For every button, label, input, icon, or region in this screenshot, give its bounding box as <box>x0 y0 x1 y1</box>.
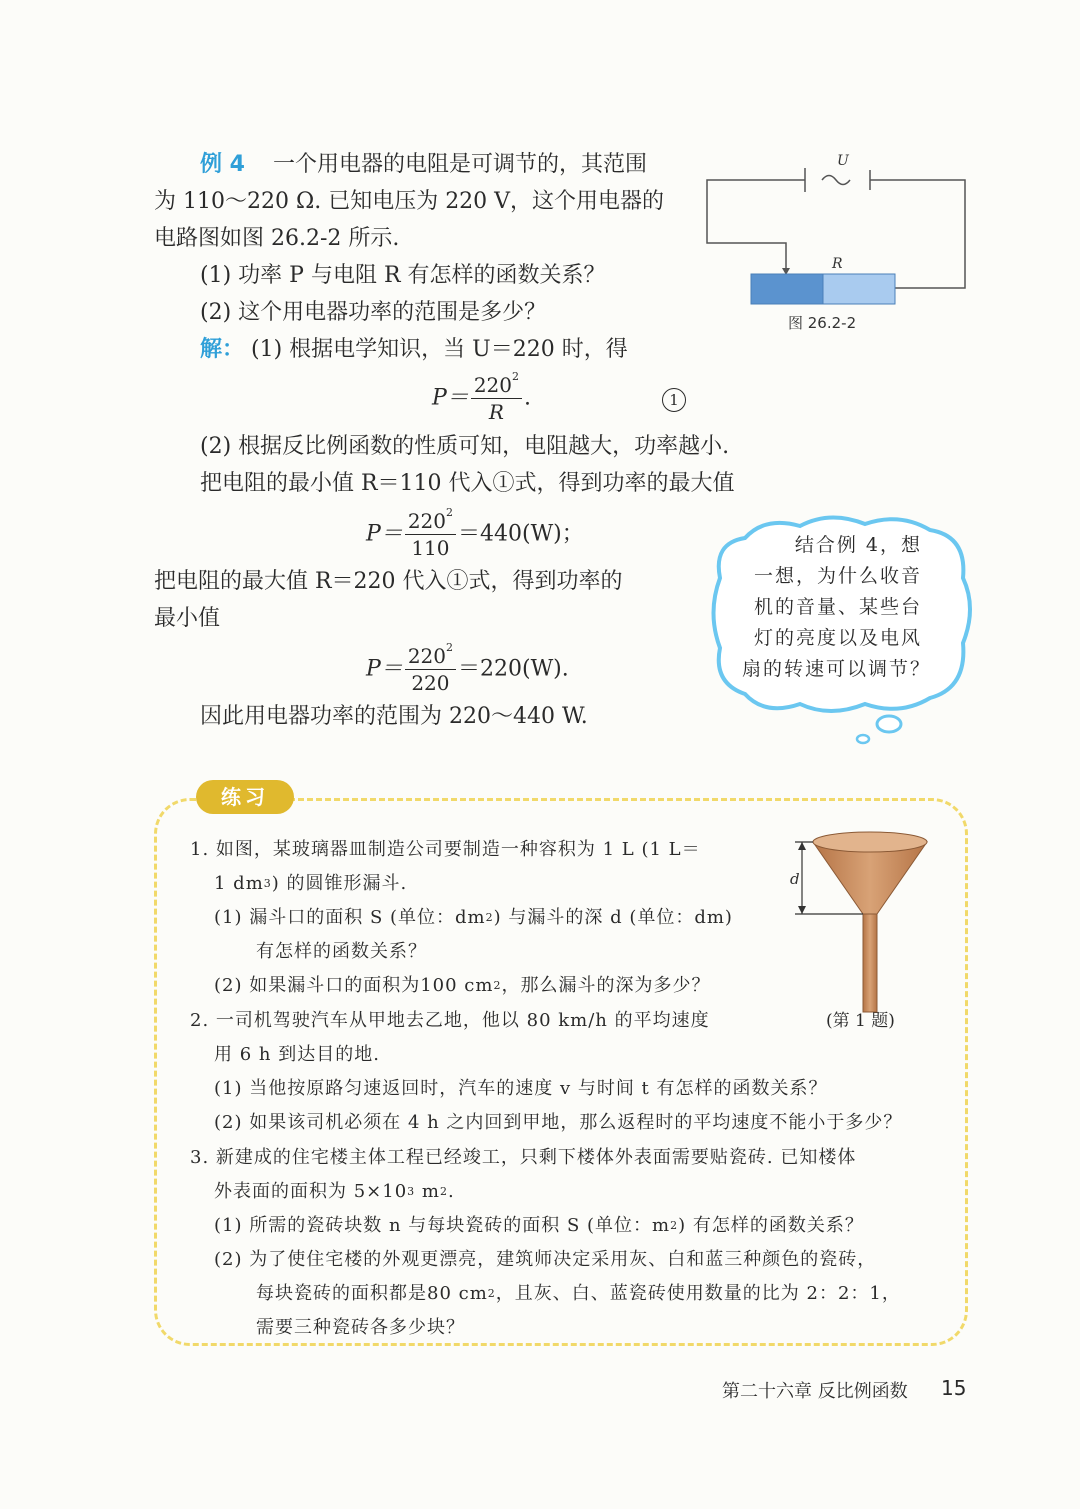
equation-3-fraction <box>405 643 456 696</box>
problem-3-line-2-b: m <box>415 1181 440 1202</box>
funnel-illustration <box>785 822 955 1037</box>
problem-3-line-2-a: 外表面的面积为 5×10 <box>214 1181 408 1202</box>
equation-3-rhs: ＝220(W). <box>458 656 569 682</box>
problem-1-line-1: 1. 如图，某玻璃器皿制造公司要制造一种容积为 1 L (1 L＝ <box>190 839 701 860</box>
example-first-line <box>200 146 647 183</box>
equation-2-fraction <box>405 508 456 561</box>
ac-symbol <box>822 176 850 185</box>
problem-3-question-2-line-2-exp: 2 <box>487 1287 496 1300</box>
problem-1-line-2-a: 1 dm <box>214 873 264 894</box>
solution-line-1 <box>200 331 628 368</box>
problem-1-question-2 <box>214 969 710 1002</box>
problem-3-question-2-line-3: 需要三种瓷砖各多少块？ <box>256 1317 465 1338</box>
problem-1-question-2-b: ，那么漏斗的深为多少？ <box>501 975 711 996</box>
cloud-bubble-large <box>877 716 901 732</box>
equation-1-marker-number: 1 <box>662 388 686 412</box>
example-line-3: 电路图如图 26.2-2 所示. <box>154 226 400 251</box>
chapter-title: 第二十六章 反比例函数 <box>722 1381 908 1402</box>
problem-1-question-1-b: ) 与漏斗的深 d (单位：dm) <box>493 907 733 928</box>
circuit-diagram <box>700 148 975 338</box>
depth-arrow-up-icon <box>798 842 806 850</box>
equation-2-denominator: 110 <box>411 536 450 560</box>
problem-3-question-2-line-2 <box>256 1277 901 1310</box>
equation-2-lhs: P＝ <box>366 521 403 547</box>
cloud-bubble-small <box>857 735 869 743</box>
problem-1-line-2 <box>214 867 407 900</box>
equation-3-exponent: 2 <box>446 641 453 654</box>
problem-3-line-2-exp: 3 <box>407 1185 416 1198</box>
equation-3-numerator: 220 <box>407 644 446 668</box>
example-label: 例 4 <box>200 152 245 177</box>
equation-2-numerator: 220 <box>407 509 446 533</box>
equation-3 <box>366 643 569 696</box>
problem-2-line-1: 2. 一司机驾驶汽车从甲地去乙地，他以 80 km/h 的平均速度 <box>190 1010 710 1031</box>
resistor-label: R <box>832 256 843 272</box>
practice-tab: 练习 <box>196 780 294 814</box>
problem-1-question-1 <box>214 901 733 934</box>
problem-1-question-2-a: (2) 如果漏斗口的面积为100 cm <box>214 975 494 996</box>
problem-1-question-1-line-2: 有怎样的函数关系？ <box>256 941 427 962</box>
problem-3-line-2-c: . <box>447 1181 455 1202</box>
problem-1-line-2-b: ) 的圆锥形漏斗. <box>271 873 408 894</box>
problem-2-question-1: (1) 当他按原路匀速返回时，汽车的速度 v 与时间 t 有怎样的函数关系？ <box>214 1078 828 1099</box>
equation-2-exponent: 2 <box>446 506 453 519</box>
voltage-label: U <box>837 153 849 169</box>
cloud-line-5: 扇的转速可以调节？ <box>742 658 932 680</box>
solution-line-5: 最小值 <box>154 606 221 631</box>
example-line-2: 为 110～220 Ω. 已知电压为 220 V，这个用电器的 <box>154 189 665 214</box>
problem-1-line-2-exp: 3 <box>263 877 272 890</box>
resistor-light <box>823 274 895 304</box>
cloud-line-2: 一想，为什么收音 <box>753 565 922 587</box>
equation-1-exponent: 2 <box>512 370 519 383</box>
problem-1-question-2-exp: 2 <box>493 979 502 992</box>
page-number: 15 <box>941 1376 967 1400</box>
equation-1-lhs: P＝ <box>432 385 469 411</box>
problem-3-question-1 <box>214 1209 864 1242</box>
equation-1-denominator: R <box>488 400 504 424</box>
example-question-2: (2) 这个用电器功率的范围是多少？ <box>200 300 547 325</box>
circuit-wire-right <box>870 180 965 288</box>
example-question-1: (1) 功率 P 与电阻 R 有怎样的函数关系？ <box>200 263 606 288</box>
equation-1-marker <box>662 388 686 412</box>
resistor-dark <box>751 274 823 304</box>
funnel-stem <box>863 914 877 1012</box>
problem-3-question-1-a: (1) 所需的瓷砖块数 n 与每块瓷砖的面积 S (单位：m <box>214 1215 671 1236</box>
equation-1 <box>432 372 531 425</box>
conclusion: 因此用电器功率的范围为 220～440 W. <box>200 704 588 729</box>
problem-3-question-2-line-2-b: ，且灰、白、蓝瓷砖使用数量的比为 2：2：1， <box>495 1283 901 1304</box>
cloud-line-1: 结合例 4，想 <box>794 534 922 556</box>
circuit-caption: 图 26.2-2 <box>788 314 857 332</box>
problem-2-line-2: 用 6 h 到达目的地. <box>214 1044 380 1065</box>
solution-line-3: 把电阻的最小值 R＝110 代入①式，得到功率的最大值 <box>200 471 735 496</box>
problem-3-question-2-line-1: (2) 为了使住宅楼的外观更漂亮，建筑师决定采用灰、白和蓝三种颜色的瓷砖， <box>214 1249 877 1270</box>
cloud-line-4: 灯的亮度以及电风 <box>753 627 922 649</box>
equation-2-rhs: ＝440(W)； <box>458 521 584 547</box>
circuit-wire-left <box>707 180 805 273</box>
solution-line-2: (2) 根据反比例函数的性质可知，电阻越大，功率越小. <box>200 434 730 459</box>
solution-line-4: 把电阻的最大值 R＝220 代入①式，得到功率的 <box>154 569 623 594</box>
problem-2-question-2: (2) 如果该司机必须在 4 h 之内回到甲地，那么返程时的平均速度不能小于多少？ <box>214 1112 903 1133</box>
depth-label: d <box>790 870 800 888</box>
problem-1-question-1-exp: 2 <box>485 911 494 924</box>
example-intro: 一个用电器的电阻是可调节的，其范围 <box>272 152 647 177</box>
problem-1-question-1-a: (1) 漏斗口的面积 S (单位：dm <box>214 907 486 928</box>
solution-label: 解： <box>200 337 245 362</box>
equation-3-lhs: P＝ <box>366 656 403 682</box>
funnel-rim <box>813 832 927 852</box>
funnel-cone <box>813 842 927 914</box>
equation-1-tail: . <box>524 385 531 411</box>
depth-arrow-down-icon <box>798 906 806 914</box>
problem-3-line-2 <box>214 1175 455 1208</box>
equation-2 <box>366 508 584 561</box>
funnel-caption: (第 1 题) <box>826 1011 895 1031</box>
equation-3-denominator: 220 <box>411 671 450 695</box>
problem-3-question-1-b: ) 有怎样的函数关系？ <box>678 1215 864 1236</box>
solution-text-1: (1) 根据电学知识，当 U＝220 时，得 <box>251 337 628 362</box>
cloud-line-3: 机的音量、某些台 <box>753 596 922 618</box>
cloud-text <box>742 530 932 685</box>
problem-3-line-2-exp2: 2 <box>439 1185 448 1198</box>
equation-1-numerator: 220 <box>473 373 512 397</box>
equation-1-fraction <box>471 372 522 425</box>
problem-3-question-1-exp: 2 <box>670 1219 679 1232</box>
problem-3-question-2-line-2-a: 每块瓷砖的面积都是80 cm <box>256 1283 488 1304</box>
problem-3-line-1: 3. 新建成的住宅楼主体工程已经竣工，只剩下楼体外表面需要贴瓷砖. 已知楼体 <box>190 1147 857 1168</box>
